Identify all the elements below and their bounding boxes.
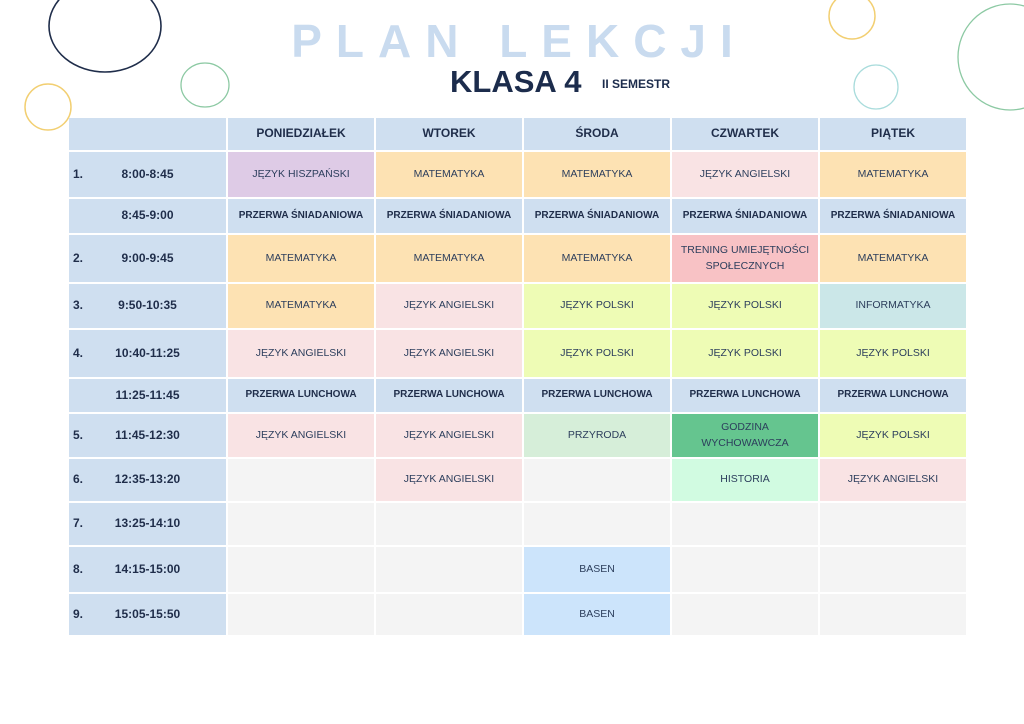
day-header: WTOREK [376,118,522,150]
lesson-cell: MATEMATYKA [820,152,966,197]
empty-cell [820,594,966,635]
decor-circle-yellow [25,84,71,130]
break-cell: PRZERWA ŚNIADANIOWA [524,199,670,233]
empty-cell [672,594,818,635]
period-time: 10:40-11:25 [115,345,180,360]
lesson-cell: JĘZYK ANGIELSKI [820,459,966,501]
empty-cell [376,594,522,635]
period-time: 11:45-12:30 [115,427,180,442]
break-cell: PRZERWA LUNCHOWA [228,379,374,412]
day-header: PONIEDZIAŁEK [228,118,374,150]
empty-cell [228,459,374,501]
lesson-cell: MATEMATYKA [524,152,670,197]
period-label [69,284,226,328]
class-title: KLASA 4 [450,64,582,99]
period-number: 9. [73,606,84,621]
period-label [69,503,226,545]
empty-cell [672,547,818,592]
period-time: 8:00-8:45 [121,166,174,181]
lesson-cell: JĘZYK POLSKI [524,330,670,377]
lesson-cell: MATEMATYKA [820,235,966,282]
period-number: 2. [73,250,84,265]
period-time: 9:50-10:35 [118,298,177,313]
page-title: PLAN LEKCJI [291,15,747,67]
lesson-cell: JĘZYK HISZPAŃSKI [228,152,374,197]
lesson-cell: JĘZYK ANGIELSKI [376,284,522,328]
lesson-cell: MATEMATYKA [376,152,522,197]
empty-cell [376,547,522,592]
period-time: 8:45-9:00 [121,208,174,223]
decor-circle-green [181,63,229,107]
period-label [69,414,226,457]
lesson-cell: MATEMATYKA [228,235,374,282]
empty-cell [228,503,374,545]
period-number: 7. [73,516,84,531]
period-number: 3. [73,298,84,313]
lesson-cell: MATEMATYKA [376,235,522,282]
empty-cell [672,503,818,545]
empty-cell [228,547,374,592]
lesson-cell: JĘZYK ANGIELSKI [672,152,818,197]
empty-cell [376,503,522,545]
lesson-cell: PRZYRODA [524,414,670,457]
lesson-cell: BASEN [524,594,670,635]
break-cell: PRZERWA ŚNIADANIOWA [820,199,966,233]
break-cell: PRZERWA LUNCHOWA [672,379,818,412]
lesson-cell: GODZINA WYCHOWAWCZA [672,414,818,457]
empty-cell [524,459,670,501]
period-time: 12:35-13:20 [114,472,181,487]
period-time: 13:25-14:10 [114,516,181,531]
period-label [69,199,226,233]
break-cell: PRZERWA LUNCHOWA [524,379,670,412]
period-time: 11:25-11:45 [115,387,180,402]
period-number: 6. [73,472,84,487]
lesson-cell: JĘZYK POLSKI [820,330,966,377]
lesson-cell: HISTORIA [672,459,818,501]
period-time: 14:15-15:00 [114,561,181,576]
lesson-cell: JĘZYK ANGIELSKI [376,330,522,377]
empty-cell [820,503,966,545]
break-cell: PRZERWA LUNCHOWA [376,379,522,412]
semester-label: II SEMESTR [602,77,671,91]
day-header: CZWARTEK [672,118,818,150]
lesson-cell: JĘZYK ANGIELSKI [228,330,374,377]
period-time: 15:05-15:50 [114,606,181,621]
lesson-cell: MATEMATYKA [524,235,670,282]
empty-cell [524,503,670,545]
day-header: PIĄTEK [820,118,966,150]
lesson-cell: JĘZYK ANGIELSKI [376,459,522,501]
lesson-cell: MATEMATYKA [228,284,374,328]
lesson-cell: INFORMATYKA [820,284,966,328]
period-label [69,235,226,282]
lesson-cell: TRENING UMIEJĘTNOŚCI SPOŁECZNYCH [672,235,818,282]
header-corner [69,118,226,150]
lesson-cell: JĘZYK POLSKI [820,414,966,457]
empty-cell [820,547,966,592]
lesson-cell: JĘZYK POLSKI [672,330,818,377]
break-cell: PRZERWA ŚNIADANIOWA [376,199,522,233]
period-label [69,330,226,377]
period-label [69,152,226,197]
period-label [69,379,226,412]
lesson-cell: JĘZYK POLSKI [524,284,670,328]
period-number: 5. [73,427,84,442]
break-cell: PRZERWA ŚNIADANIOWA [672,199,818,233]
lesson-cell: JĘZYK POLSKI [672,284,818,328]
period-number: 1. [73,166,84,181]
period-label [69,459,226,501]
day-header: ŚRODA [524,118,670,150]
break-cell: PRZERWA ŚNIADANIOWA [228,199,374,233]
lesson-cell: JĘZYK ANGIELSKI [376,414,522,457]
period-label [69,594,226,635]
lesson-cell: JĘZYK ANGIELSKI [228,414,374,457]
period-label [69,547,226,592]
lesson-cell: BASEN [524,547,670,592]
period-time: 9:00-9:45 [121,250,174,265]
empty-cell [228,594,374,635]
period-number: 4. [73,345,84,360]
decor-circle-teal [854,65,898,109]
break-cell: PRZERWA LUNCHOWA [820,379,966,412]
period-number: 8. [73,561,84,576]
